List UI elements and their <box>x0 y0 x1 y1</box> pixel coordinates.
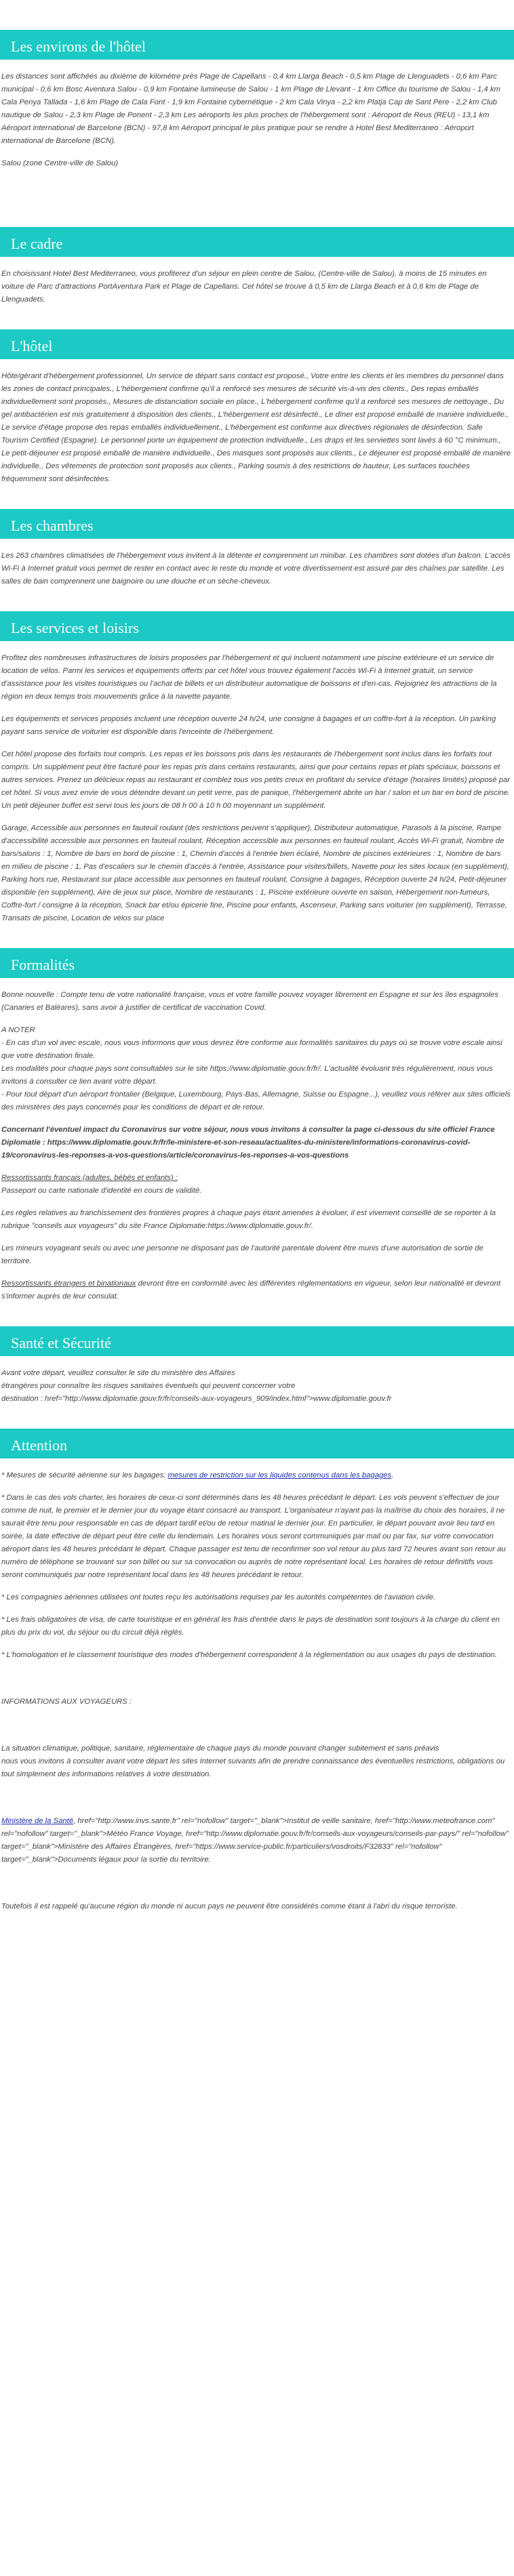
spacer <box>0 1671 514 1696</box>
section-title-hotel: L'hôtel <box>0 329 514 359</box>
attention-links-text <box>0 1815 514 1866</box>
formalites-foreigners-heading: Ressortissants étrangers et binationaux <box>1 1280 136 1288</box>
services-leisure-text: Profitez des nombreuses infrastructures de loisirs proposées par l'hébergement et qui incluent notamment une piscine extérieure et un service de location de vélos. Parmi les services et équipements offerts par cet hôtel vous trouvez également l'accès Wi-Fi à Internet gratuit, un service d'assistance pour les visites touristiques ou l'achat de billets et un distributeur automatique de boissons et d'en-cas. Rejoignez les attractions de la région en deux temps trois mouvements grâce à la navette payante. <box>1 654 497 701</box>
formalites-coronavirus-text: Concernant l'éventuel impact du Coronavirus sur votre séjour, nous vous invitons à consulter la page ci-dessous du site officiel France Diplomatie : https://www.diplomatie.gouv.fr/fr/le-ministere-et-son-reseau/actualites-du-ministere/informations-coronavirus-covid-19/coronavirus-les-reponses-a-vos-questions/article/coronavirus-les-reponses-a-vos-questions <box>1 1126 495 1160</box>
liquids-restriction-link[interactable]: mesures de restriction sur les liquides contenus dans les bagages <box>167 1471 392 1479</box>
section-sante <box>0 1326 514 1406</box>
section-title-sante: Santé et Sécurité <box>0 1326 514 1356</box>
attention-links-rest: , href="http://www.invs.sante.fr" rel="nofollow" target="_blank">Institut de veille sanitaire, href="http://www.meteofrance.com" rel="nofollow" target="_blank">Météo France Voyage, href="http://www.diplomatie.gouv.fr/fr/conseils-aux-voyageurs/conseils-par-pays/" rel="nofollow" target="_blank">Ministère des Affaires Étrangères, href="https://www.service-public.fr/particuliers/vosdroits/F32833" rel="nofollow" target="_blank">Documents légaux pour la sortie du territoire. <box>1 1817 509 1864</box>
attention-terrorism-text: Toutefois il est rappelé qu'aucune région du monde ni aucun pays ne peuvent être considérés comme étant à l'abri du risque terroriste. <box>1 1902 458 1910</box>
attention-security-suffix: . <box>391 1471 394 1479</box>
attention-airlines-text: * Les compagnies aériennes utilisées ont toutes reçu les autorisations requises par les autorités compétentes de l'aviation civile. <box>1 1593 436 1601</box>
section-title-attention: Attention <box>0 1429 514 1458</box>
attention-security-prefix: * Mesures de sécurité aérienne sur les bagages: <box>1 1471 168 1479</box>
formalites-note-line: - Pour tout départ d'un aéroport frontalier (Belgique, Luxembourg, Pays-Bas, Allemagne, Suisse ou Espagne...), veuillez vous référer aux sites officiels des ministères des pays concernés pour les conditions de départ et de retour. <box>1 1090 511 1111</box>
attention-climate-text <box>0 1742 514 1781</box>
hotel-measures-text: Hôte/gérant d'hébergement professionnel, Un service de départ sans contact est proposé., Votre entre les clients et les membres du personnel dans les zones de contact principales., L'hébergement confirme qu'il a renforcé ses mesures de sécurité vis-à-vis des clients., Des repas emballés individuellement sont proposés., Mesures de distanciation sociale en place., L'hébergement confirme qu'il a renforcé ses mesures de nettoyage., Du gel antibactérien est mis gratuitement à disposition des clients., L'hébergement est désinfecté., Le dîner est proposé emballé de manière individuelle., Le service d'étage propose des repas emballés individuellement., L'hébergement est conforme aux directives régionales de désinfection. Safe Tourism Certified (Espagne). Le personnel porte un équipement de protection individuelle., Les draps et les serviettes sont lavés à 60 °C minimum., Le petit-déjeuner est proposé emballé de manière individuelle., Des masques sont proposés aux clients., Le déjeuner est proposé emballé de manière individuelle., Des vêtements de protection sont proposés aux clients., Parking soumis à des restrictions de hauteur, Les surfaces touchées fréquemment sont désinfectées. <box>1 372 511 483</box>
section-title-chambres: Les chambres <box>0 509 514 539</box>
formalites-french-nationals-heading: Ressortissants français (adultes, bébés et enfants) : <box>1 1174 178 1182</box>
hotel-info-page <box>0 30 514 1913</box>
sante-line: destination : href="http://www.diplomatie.gouv.fr/fr/conseils-aux-voyageurs_909/index.html">www.diplomatie.gouv.fr <box>1 1395 392 1403</box>
attention-fees-text: * Les frais obligatoires de visa, de carte touristique et en général les frais d'entrée dans le pays de destination sont toujours à la charge du client en plus du prix du vol, du séjour ou du circuit déjà réglés. <box>1 1616 500 1637</box>
section-hotel <box>0 329 514 486</box>
section-attention <box>0 1429 514 1913</box>
section-formalites <box>0 948 514 1303</box>
sante-text <box>0 1367 514 1406</box>
formalites-intro-text: Bonne nouvelle : Compte tenu de votre nationalité française, vous et votre famille pouvez voyager librement en Espagne et sur les îles espagnoles (Canaries et Baléares), sans avoir à justifier de certificat de vaccination Covid. <box>1 991 498 1012</box>
section-cadre <box>0 227 514 306</box>
formalites-note-line: Les modalités pour chaque pays sont consultables sur le site https://www.diplomatie.gouv.fr/fr/. L'actualité évoluant très régulièrement, nous vous invitons à consulter ce lien avant votre départ. <box>1 1065 493 1086</box>
formalites-french-nationals <box>0 1172 514 1198</box>
section-title-formalites: Formalités <box>0 948 514 978</box>
formalites-note-block <box>0 1024 514 1114</box>
section-services <box>0 611 514 925</box>
section-title-cadre: Le cadre <box>0 227 514 257</box>
section-title-environs: Les environs de l'hôtel <box>0 30 514 60</box>
formalites-borders-text: Les règles relatives au franchissement des frontières propres à chaque pays étant amenées à évoluer, il est vivement conseillé de se reporter à la rubrique "conseils aux voyageurs" du site France Diplomatie:https://www.diplomatie.gouv.fr/. <box>1 1209 496 1230</box>
formalites-french-nationals-text: Passeport ou carte nationale d'identité en cours de validité. <box>1 1187 202 1195</box>
formalites-note-title: A NOTER <box>1 1026 35 1034</box>
environs-distances-text: Les distances sont affichées au dixième de kilomètre près Plage de Capellans - 0,4 km Llarga Beach - 0,5 km Plage de Llenguadets - 0,6 km Parc municipal - 0,6 km Bosc Aventura Salou - 0,9 km Fontaine lumineuse de Salou - 1 km Plage de Llevant - 1 km Office du tourisme de Salou - 1,4 km Cala Penya Tallada - 1,6 km Plage de Cala Font - 1,9 km Fontaine cybernétique - 2 km Cala Vinya - 2,2 km Platja Cap de Sant Pere - 2,2 km Club nautique de Salou - 2,3 km Plage de Ponent - 2,3 km Les aéroports les plus proches de l'hébergement sont : Aéroport de Reus (REU) - 13,1 km Aéroport international de Barcelone (BCN) - 97,8 km Aéroport principal le plus pratique pour se rendre à Hotel Best Mediterraneo : Aéroport international de Barcelone (BCN). <box>1 73 500 145</box>
chambres-text: Les 263 chambres climatisées de l'hébergement vous invitent à la détente et comprennent un minibar. Les chambres sont dotées d'un balcon. L'accès Wi-Fi à Internet gratuit vous permet de rester en contact avec le reste du monde et votre divertissement est assuré par des chaînes par satellite. Les salles de bain comprennent une baignoire ou une douche et un sèche-cheveux. <box>1 552 511 586</box>
sante-line: Avant votre départ, veuillez consulter le site du ministère des Affaires <box>1 1369 235 1377</box>
ministere-sante-link[interactable]: Ministère de la Santé <box>1 1817 74 1825</box>
environs-zone-text: Salou (zone Centre-ville de Salou) <box>1 159 119 167</box>
services-reception-text: Les équipements et services proposés incluent une réception ouverte 24 h/24, une consigne à bagages et un coffre-fort à la réception. Un parking payant sans service de voiturier est disponible dans l'enceinte de l'hébergement. <box>1 715 496 736</box>
spacer <box>0 1876 514 1900</box>
attention-charter-text: * Dans le cas des vols charter, les horaires de ceux-ci sont déterminés dans les 48 heures précédant le départ. Les vols peuvent s'effectuer de jour comme de nuit, le premier et le dernier jour du voyage étant consacré au transport. L'organisateur n'ayant pas la maîtrise du choix des horaires, il ne saurait être tenu pour responsable en cas de départ tardif et/ou de retour matinal le dernier jour. En particulier, le départ pouvant avoir lieu tard en soirée, la date effective de départ peut être celle du lendemain. Les horaires vous seront communiqués par mail ou par fax, sur votre convocation aéroport dans les 48 heures précédant le départ. Chaque passager est tenu de reconfirmer son vol retour au plus tard 72 heures avant son retour au numéro de téléphone se trouvant sur son billet ou sur sa convocation ou auprès de notre représentant local. Les horaires de retour définitifs vous seront communiqués par notre représentant local dans les 48 heures précédant le retour. <box>1 1494 506 1579</box>
formalites-note-line: - En cas d'un vol avec escale, nous vous informons que vous devrez être conforme aux formalités sanitaires du pays où se trouve votre escale ainsi que votre destination finale. <box>1 1039 502 1060</box>
attention-classification-text: * L'homologation et le classement touristique des modes d'hébergement correspondent à la réglementation ou aux usages du pays de destination. <box>1 1651 497 1659</box>
spacer <box>0 180 514 204</box>
cadre-text: En choisissant Hotel Best Mediterraneo, vous profiterez d'un séjour en plein centre de Salou, (Centre-ville de Salou), à moins de 15 minutes en voiture de Parc d'attractions PortAventura Park et Plage de Capellans. Cet hôtel se trouve à 0,5 km de Llarga Beach et à 0,6 km de Plage de Llenguadets. <box>1 270 487 304</box>
attention-security-text <box>0 1469 514 1482</box>
formalites-foreigners <box>0 1277 514 1303</box>
formalites-minors-text: Les mineurs voyageant seuls ou avec une personne ne disposant pas de l'autorité parentale doivent être munis d'une autorisation de sortie de territoire. <box>1 1244 483 1265</box>
attention-climate-line: nous vous invitons à consulter avant votre départ les sites Internet suivants afin de prendre connaissance des éventuelles restrictions, obligations ou tout simplement des informations relatives à votre destination. <box>1 1757 505 1778</box>
section-environs <box>0 30 514 170</box>
services-dining-text: Cet hôtel propose des forfaits tout compris. Les repas et les boissons pris dans les restaurants de l'hébergement sont inclus dans les forfaits tout compris. Un supplément peut être facturé pour les repas pris dans certains restaurants, ainsi que pour certains repas et plats spéciaux, boissons et autres services. Prenez un délicieux repas au restaurant et comblez tous vos petits creux en profitant du service d'étage (horaires limités) proposé par cet hôtel. Si vous avez envie de vous détendre devant un petit verre, pas de panique, l'hébergement abrite un bar / salon et un bar en bord de piscine. Un petit déjeuner buffet est servi tous les jours de 08 h 00 à 10 h 00 moyennant un supplément. <box>1 750 511 810</box>
formalites-foreigners-text: devront être en conformité avec les différentes réglementations en vigueur, selon leur nationalité et devront s'informer auprès de leur consulat. <box>1 1280 500 1301</box>
services-amenities-list: Garage, Accessible aux personnes en fauteuil roulant (des restrictions peuvent s'appliquer), Distributeur automatique, Parasols à la piscine, Rampe d'accessibilité accessible aux personnes en fauteuil roulant, Réception accessible aux personnes en fauteuil roulant, Accès Wi-Fi gratuit, Nombre de bars/salons : 1, Nombre de bars en bord de piscine : 1, Chemin d'accès à l'entrée bien éclairé, Nombre de piscines extérieures : 1, Nombre de bars en milieu de piscine : 1, Pas d'escaliers sur le chemin d'accès à l'entrée, Assistance pour visites/billets, Navette pour les sites locaux (en supplément), Parking hors rue, Restaurant sur place accessible aux personnes en fauteuil roulant, Consigne à bagages, Réception ouverte 24 h/24, Petit-déjeuner disponible (en supplément), Aire de jeux sur place, Nombre de restaurants : 1, Piscine extérieure ouverte en saison, Hébergement non-fumeurs, Coffre-fort / consigne à la réception, Snack bar et/ou épicerie fine, Piscine pour enfants, Ascenseur, Parking sans voiturier (en supplément), Terrasse, Transats de piscine, Location de vélos sur place <box>1 824 509 922</box>
section-title-services: Les services et loisirs <box>0 611 514 641</box>
attention-travellers-heading: INFORMATIONS AUX VOYAGEURS : <box>1 1698 132 1706</box>
section-chambres <box>0 509 514 588</box>
attention-climate-line: La situation climatique, politique, sanitaire, réglementaire de chaque pays du monde pouvant changer subitement et sans préavis <box>1 1744 439 1753</box>
spacer <box>0 1718 514 1742</box>
sante-line: étrangères pour connaître les risques sanitaires éventuels qui peuvent concerner votre <box>1 1382 296 1390</box>
spacer <box>0 1791 514 1815</box>
